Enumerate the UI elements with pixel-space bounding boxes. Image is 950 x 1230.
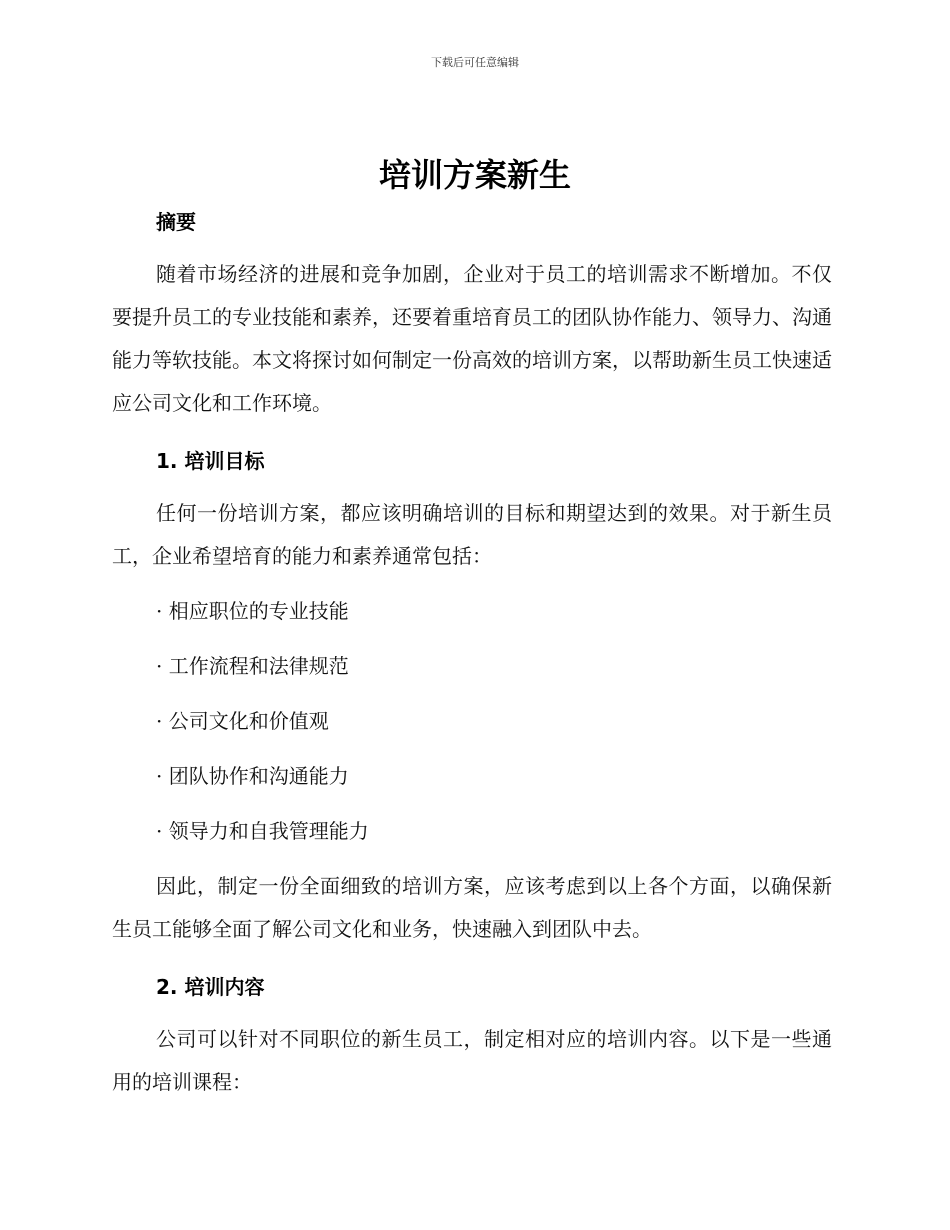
section1-conclusion: 因此，制定一份全面细致的培训方案，应该考虑到以上各个方面，以确保新生员工能够全面了解公司文化和业务，快速融入到团队中去。 [112, 874, 832, 941]
section1-bullet: · 公司文化和价值观 [156, 709, 329, 733]
document-title: 培训方案新生 [378, 156, 571, 194]
section1-heading: 1. 培训目标 [156, 449, 265, 473]
section2-heading: 2. 培训内容 [156, 975, 265, 999]
section1-bullet: · 工作流程和法律规范 [156, 654, 349, 678]
document-body [112, 200, 832, 1104]
header-note: 下载后可任意编辑 [431, 56, 519, 69]
abstract-heading: 摘要 [156, 210, 196, 234]
abstract-paragraph: 随着市场经济的进展和竞争加剧，企业对于员工的培训需求不断增加。不仅要提升员工的专业技能和素养，还要着重培育员工的团队协作能力、领导力、沟通能力等软技能。本文将探讨如何制定一份高效的培训方案，以帮助新生员工快速适应公司文化和工作环境。 [112, 262, 832, 415]
section2-intro: 公司可以针对不同职位的新生员工，制定相对应的培训内容。以下是一些通用的培训课程： [112, 1027, 832, 1094]
section1-intro: 任何一份培训方案，都应该明确培训的目标和期望达到的效果。对于新生员工，企业希望培育的能力和素养通常包括： [112, 501, 832, 568]
section1-bullet: · 相应职位的专业技能 [156, 599, 349, 623]
section1-bullet: · 领导力和自我管理能力 [156, 819, 369, 843]
section1-bullet: · 团队协作和沟通能力 [156, 764, 349, 788]
